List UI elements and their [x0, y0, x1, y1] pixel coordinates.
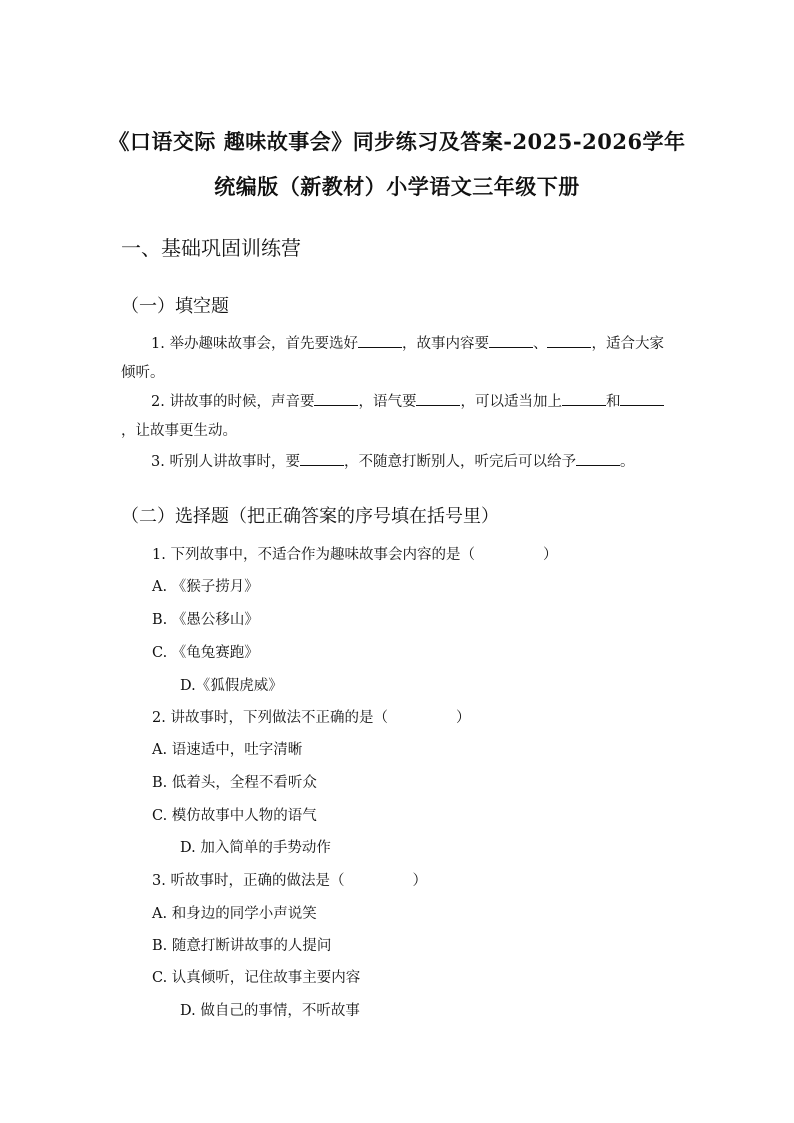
item-number: 1. — [151, 336, 165, 352]
fill-item-3 — [121, 448, 677, 477]
item-number: 2. — [151, 394, 165, 410]
fill-blank-heading: （一）填空题 — [121, 296, 229, 317]
option-a: A. 语速适中，吐字清晰 — [152, 742, 303, 758]
question-close-paren: ） — [455, 710, 471, 726]
question-number: 3. — [152, 873, 166, 889]
question-text: 讲故事时，下列做法不正确的是（ — [170, 710, 388, 726]
question-close-paren: ） — [412, 873, 427, 889]
item-text: ，不随意打断别人，听完后可以给予 — [343, 454, 576, 470]
item-text: ，让故事更生动。 — [121, 423, 237, 439]
option-d: D.《狐假虎威》 — [180, 678, 283, 694]
option-d: D. 加入简单的手势动作 — [180, 840, 331, 856]
question-text: 听故事时，正确的做法是（ — [170, 873, 345, 889]
answer-blank[interactable] — [358, 333, 402, 348]
question-number: 1. — [152, 547, 166, 563]
answer-blank[interactable] — [416, 391, 460, 406]
item-text: 、 — [532, 336, 548, 352]
option-b: B. 《愚公移山》 — [152, 612, 259, 628]
item-text: ，适合大家倾听。 — [121, 336, 664, 381]
question-number: 2. — [152, 710, 166, 726]
item-text: ，语气要 — [358, 394, 417, 410]
item-text: 。 — [619, 454, 635, 470]
option-c: C. 模仿故事中人物的语气 — [152, 808, 317, 824]
answer-blank[interactable] — [489, 333, 533, 348]
document-title-line-2: 统编版（新教材）小学语文三年级下册 — [214, 174, 580, 199]
multiple-choice-heading: （二）选择题（把正确答案的序号填在括号里） — [121, 506, 499, 527]
question-2-stem — [152, 708, 470, 728]
item-text: 举办趣味故事会，首先要选好 — [169, 336, 358, 352]
answer-blank[interactable] — [620, 391, 664, 406]
question-close-paren: ） — [542, 547, 558, 563]
option-b: B. 低着头，全程不看听众 — [152, 775, 317, 791]
answer-blank[interactable] — [300, 451, 344, 466]
option-a: A. 《猴子捞月》 — [152, 579, 259, 595]
item-text: 听别人讲故事时，要 — [169, 454, 300, 470]
question-3-stem — [152, 871, 427, 891]
document-title-line-1: 《口语交际 趣味故事会》同步练习及答案-2025-2026学年 — [108, 129, 686, 154]
option-c: C. 认真倾听，记住故事主要内容 — [152, 970, 361, 986]
question-1-stem — [152, 545, 557, 565]
option-a: A. 和身边的同学小声说笑 — [152, 906, 317, 922]
option-b: B. 随意打断讲故事的人提问 — [152, 938, 332, 954]
item-text: 和 — [605, 394, 621, 410]
question-text: 下列故事中，不适合作为趣味故事会内容的是（ — [170, 547, 475, 563]
answer-blank[interactable] — [576, 451, 620, 466]
option-d: D. 做自己的事情，不听故事 — [180, 1003, 360, 1019]
answer-blank[interactable] — [562, 391, 606, 406]
section-heading: 一、基础巩固训练营 — [121, 236, 301, 260]
option-c: C. 《龟兔赛跑》 — [152, 645, 259, 661]
answer-blank[interactable] — [547, 333, 591, 348]
fill-item-1 — [121, 330, 677, 388]
item-text: ，故事内容要 — [401, 336, 489, 352]
item-text: 讲故事的时候，声音要 — [169, 394, 315, 410]
answer-blank[interactable] — [314, 391, 358, 406]
fill-item-2 — [121, 388, 677, 446]
item-number: 3. — [151, 454, 165, 470]
item-text: ，可以适当加上 — [460, 394, 562, 410]
